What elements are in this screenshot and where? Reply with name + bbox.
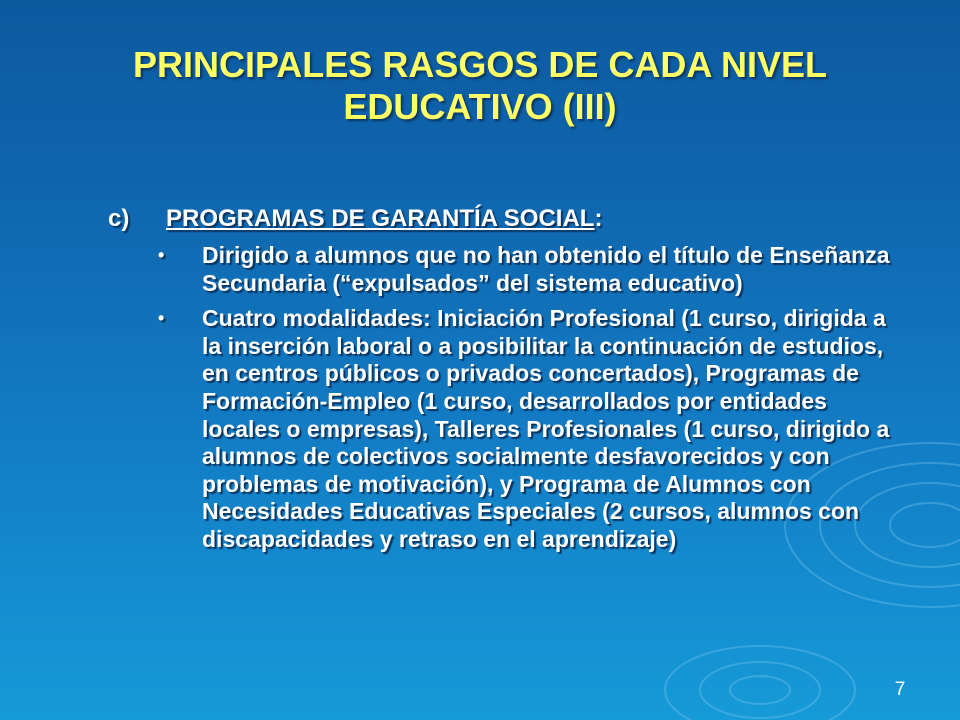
section-heading-underlined	[108, 205, 594, 232]
bullet-item	[150, 305, 910, 553]
section-colon: :	[594, 205, 603, 232]
section-letter: c)	[108, 205, 130, 232]
slide-title: PRINCIPALES RASGOS DE CADA NIVEL EDUCATIVO (III)	[132, 44, 828, 127]
section-heading	[108, 205, 908, 233]
section-title: PROGRAMAS DE GARANTÍA SOCIAL	[166, 205, 595, 232]
bullet-icon: •	[158, 308, 165, 329]
bullet-text: Cuatro modalidades: Iniciación Profesional (1 curso, dirigida a la inserción laboral o a posibilitar la continuación de estudios, en centros públicos o privados concertados), Programas de Formación-Empleo (1 curso, desarrollados por entidades locales o empresas), Talleres Profesionales (1 curso, dirigido a alumnos de colectivos socialmente desfavorecidos y con problemas de motivación), y Programa de Alumnos con Necesidades Educativas Especiales (2 cursos, alumnos con discapacidades y retraso en el aprendizaje)	[202, 305, 890, 552]
bullet-icon: •	[158, 245, 165, 265]
bullet-text: Dirigido a alumnos que no han obtenido el título de Enseñanza Secundaria (“expulsados” del sistema educativo)	[202, 242, 890, 296]
bullet-list	[150, 242, 910, 562]
bullet-item	[150, 242, 910, 297]
page-number: 7	[894, 679, 906, 700]
